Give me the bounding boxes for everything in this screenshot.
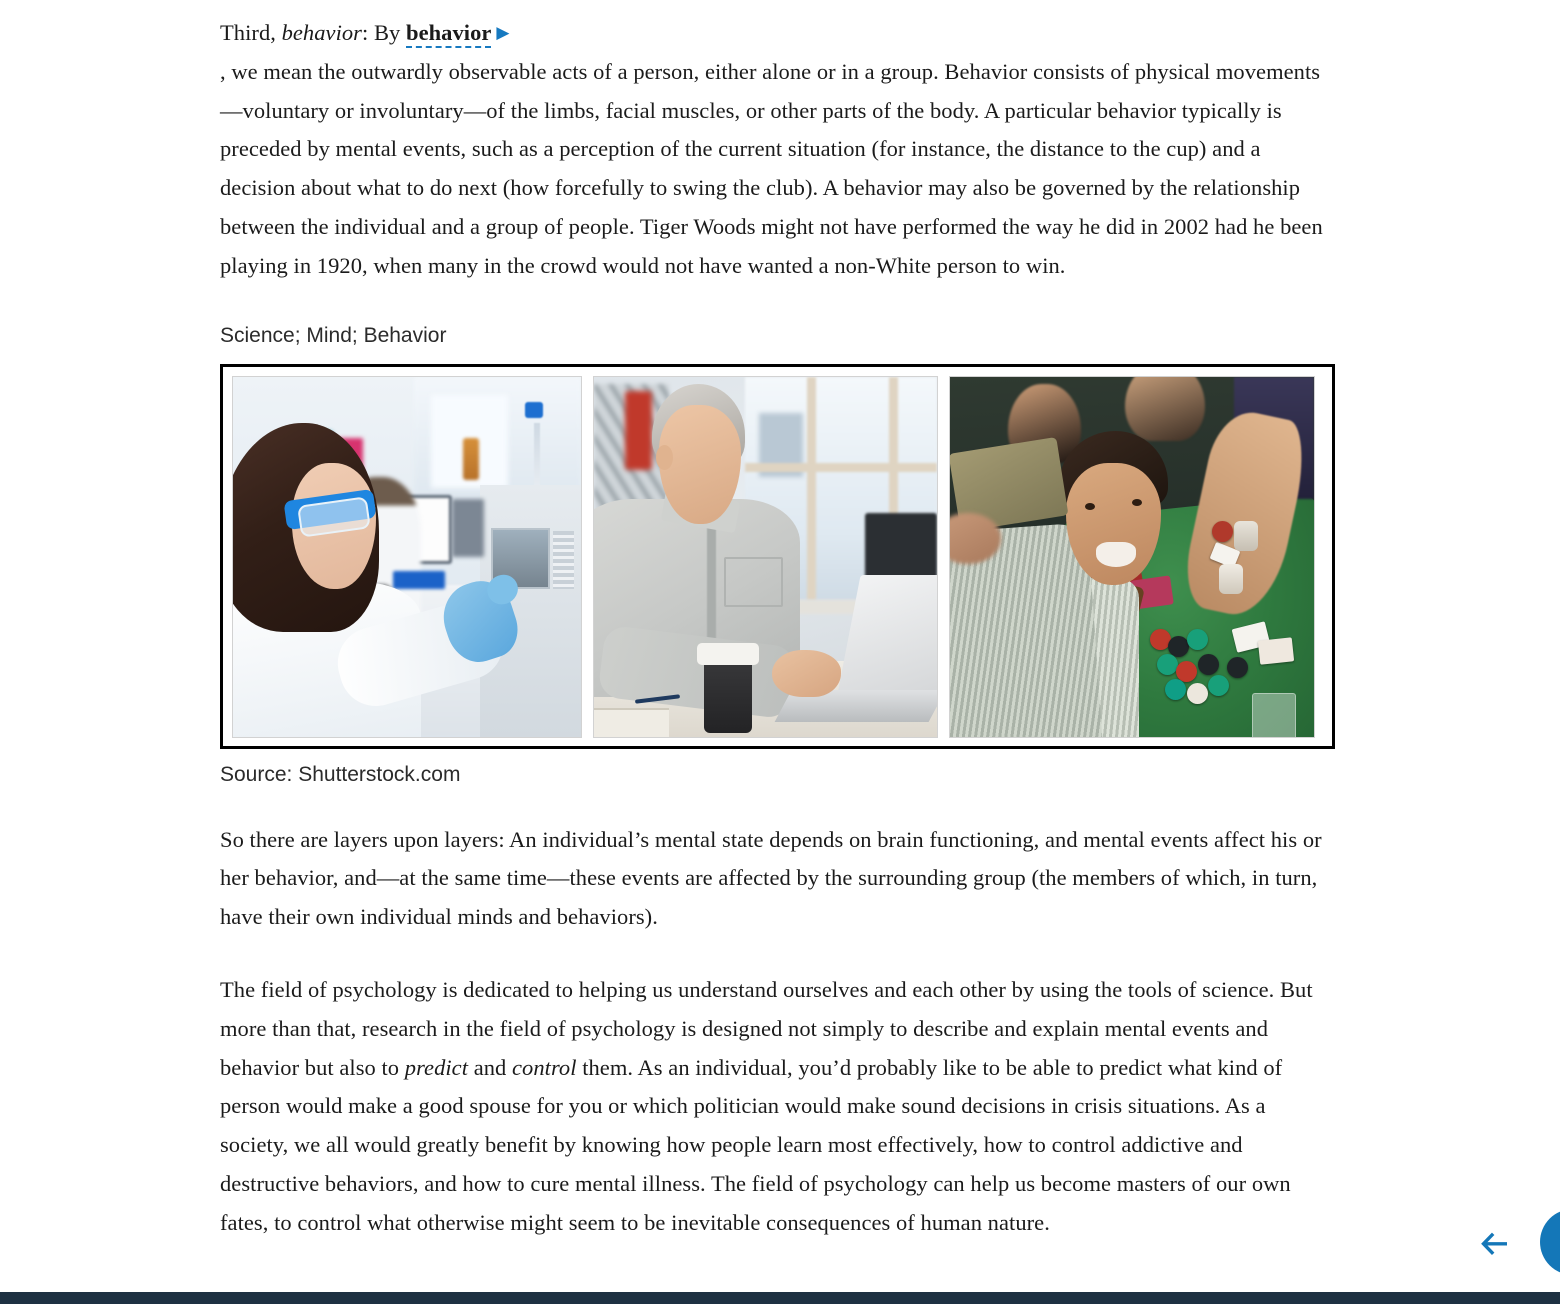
- paragraph-three: [220, 971, 1330, 1243]
- figure-photo-poker-selfie: [949, 376, 1315, 738]
- spacer: [220, 286, 1330, 322]
- photo-man-laptop-art: [594, 377, 937, 737]
- figure-caption: Science; Mind; Behavior: [220, 323, 447, 347]
- spacer: [220, 937, 1330, 971]
- figure-photo-scientist: [232, 376, 582, 738]
- paragraph-three-part-c: them. As an individual, you’d probably like to be able to predict what kind of person would make a good spouse for you or which politician would make sound decisions in crisis situations. As a society, we all would greatly benefit by knowing how people learn most effectively, how to control addictive and destructive behaviors, and how to cure mental illness. The field of psychology can help us become masters of our own fates, to control what otherwise might seem to be inevitable consequences of human nature.: [220, 1054, 1291, 1235]
- paragraph-one: , we mean the outwardly observable acts of a person, either alone or in a group. Behavior consists of physical movements—voluntary or involuntary—of the limbs, facial muscles, or other parts of the body. A particular behavior typically is preceded by mental events, such as a perception of the current situation (for instance, the distance to the cup) and a decision about what to do next (how forcefully to swing the club). A behavior may also be governed by the relationship between the individual and a group of people. Tiger Woods might not have performed the way he did in 2002 had he been playing in 1920, when many in the crowd would not have wanted a non-White person to win.: [220, 58, 1323, 278]
- section-heading-line: [220, 0, 1330, 53]
- spacer: [220, 789, 1330, 821]
- previous-page-button[interactable]: [1478, 1227, 1512, 1261]
- article-content: [220, 0, 1330, 1243]
- photo-poker-selfie-art: [950, 377, 1314, 737]
- bottom-bar: [0, 1292, 1560, 1304]
- glossary-term-behavior[interactable]: behavior: [406, 20, 491, 48]
- emphasis-control: control: [512, 1054, 577, 1080]
- heading-emphasis: behavior: [281, 20, 362, 45]
- arrow-left-icon: [1480, 1231, 1510, 1257]
- paragraph-three-part-b: and: [468, 1054, 513, 1080]
- figure-photo-man-laptop: [593, 376, 938, 738]
- paragraph-three-part-a: The field of psychology is dedicated to helping us understand ourselves and each other by using the tools of science. But more than that, research in the field of psychology is designed not simply to describe and explain mental events and behavior but also to: [220, 976, 1313, 1080]
- paragraph-two: So there are layers upon layers: An individual’s mental state depends on brain functioning, and mental events affect his or her behavior, and—at the same time—these events are affected by the surrounding group (the members of which, in turn, have their own individual minds and behaviors).: [220, 826, 1322, 930]
- next-page-button[interactable]: [1540, 1209, 1560, 1275]
- figure-source: Source: Shutterstock.com: [220, 762, 461, 786]
- figure-image-group: [220, 364, 1335, 749]
- heading-middle: : By: [361, 20, 406, 45]
- heading-prefix: Third,: [220, 20, 282, 45]
- glossary-expand-icon[interactable]: ▶: [496, 23, 510, 42]
- photo-scientist-art: [233, 377, 581, 737]
- emphasis-predict: predict: [404, 1054, 469, 1080]
